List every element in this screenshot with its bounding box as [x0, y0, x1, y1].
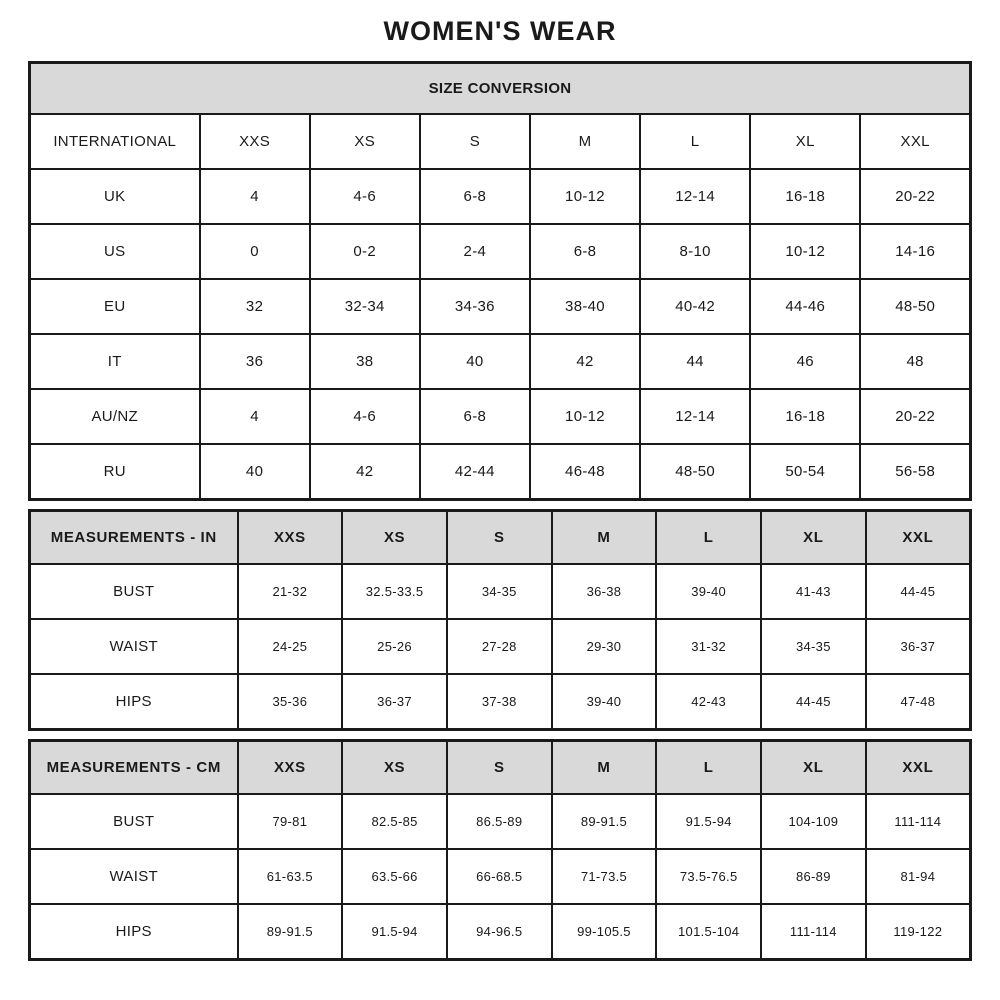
table-cell: 0 — [200, 224, 310, 279]
page-title: WOMEN'S WEAR — [383, 16, 617, 46]
column-header-size: XXS — [238, 511, 343, 565]
row-label: WAIST — [30, 619, 238, 674]
column-header-size: S — [447, 511, 552, 565]
table-cell: 4 — [200, 169, 310, 224]
table-cell: 50-54 — [750, 444, 860, 500]
table-cell: 104-109 — [761, 794, 866, 849]
column-header-size: S — [447, 741, 552, 795]
table-cell: 61-63.5 — [238, 849, 343, 904]
table-cell: 21-32 — [238, 564, 343, 619]
table-cell: 35-36 — [238, 674, 343, 730]
table-row — [30, 794, 971, 849]
table-cell: 38-40 — [530, 279, 640, 334]
table-cell: 91.5-94 — [342, 904, 447, 960]
table-cell: 40-42 — [640, 279, 750, 334]
table-cell: 10-12 — [530, 389, 640, 444]
table-cell: 63.5-66 — [342, 849, 447, 904]
table-row — [30, 334, 971, 389]
table-cell: 79-81 — [238, 794, 343, 849]
table-cell: 25-26 — [342, 619, 447, 674]
table-cell: 16-18 — [750, 169, 860, 224]
table-cell: 12-14 — [640, 389, 750, 444]
table-row — [30, 444, 971, 500]
table-cell: 32.5-33.5 — [342, 564, 447, 619]
table-cell: 101.5-104 — [656, 904, 761, 960]
column-header-size: XXL — [860, 114, 970, 169]
column-header-size: XS — [310, 114, 420, 169]
column-header-size: M — [552, 511, 657, 565]
table-cell: 48-50 — [640, 444, 750, 500]
table-row — [30, 169, 971, 224]
table-cell: 119-122 — [866, 904, 971, 960]
column-header-size: M — [552, 741, 657, 795]
table-cell: 46-48 — [530, 444, 640, 500]
column-header-size: XS — [342, 511, 447, 565]
row-label: AU/NZ — [30, 389, 200, 444]
row-label: IT — [30, 334, 200, 389]
table-cell: 2-4 — [420, 224, 530, 279]
row-label: RU — [30, 444, 200, 500]
table-row — [30, 619, 971, 674]
table-cell: 4-6 — [310, 389, 420, 444]
column-header-size: S — [420, 114, 530, 169]
table-row — [30, 564, 971, 619]
table-cell: 71-73.5 — [552, 849, 657, 904]
table-cell: 12-14 — [640, 169, 750, 224]
table-cell: 111-114 — [761, 904, 866, 960]
table-cell: 44 — [640, 334, 750, 389]
table-cell: 86-89 — [761, 849, 866, 904]
table-cell: 47-48 — [866, 674, 971, 730]
table-row — [30, 904, 971, 960]
table-cell: 86.5-89 — [447, 794, 552, 849]
table-cell: 48 — [860, 334, 970, 389]
table-cell: 32-34 — [310, 279, 420, 334]
table-cell: 44-46 — [750, 279, 860, 334]
row-label: US — [30, 224, 200, 279]
table-cell: 44-45 — [761, 674, 866, 730]
table-cell: 42 — [310, 444, 420, 500]
table-cell: 37-38 — [447, 674, 552, 730]
row-label: BUST — [30, 564, 238, 619]
table-cell: 36 — [200, 334, 310, 389]
table-cell: 31-32 — [656, 619, 761, 674]
table-cell: 42-43 — [656, 674, 761, 730]
column-header-size: XS — [342, 741, 447, 795]
table-cell: 82.5-85 — [342, 794, 447, 849]
column-header-size: L — [656, 741, 761, 795]
table-cell: 89-91.5 — [238, 904, 343, 960]
table-row — [30, 279, 971, 334]
column-header-label: MEASUREMENTS - IN — [30, 511, 238, 565]
table-cell: 10-12 — [750, 224, 860, 279]
table-cell: 36-38 — [552, 564, 657, 619]
table-cell: 111-114 — [866, 794, 971, 849]
row-label: WAIST — [30, 849, 238, 904]
table-cell: 0-2 — [310, 224, 420, 279]
table-cell: 81-94 — [866, 849, 971, 904]
table-header-row — [30, 741, 971, 795]
row-label: HIPS — [30, 674, 238, 730]
column-header-size: L — [640, 114, 750, 169]
column-header-size: XL — [761, 741, 866, 795]
table-cell: 14-16 — [860, 224, 970, 279]
table-cell: 46 — [750, 334, 860, 389]
row-label: UK — [30, 169, 200, 224]
table-cell: 34-35 — [447, 564, 552, 619]
table-cell: 10-12 — [530, 169, 640, 224]
table-cell: 89-91.5 — [552, 794, 657, 849]
table-cell: 36-37 — [342, 674, 447, 730]
measurements-cm-table — [28, 739, 972, 961]
table-cell: 41-43 — [761, 564, 866, 619]
table-cell: 39-40 — [552, 674, 657, 730]
table-banner: SIZE CONVERSION — [30, 63, 971, 115]
table-row — [30, 224, 971, 279]
row-label: HIPS — [30, 904, 238, 960]
table-row — [30, 389, 971, 444]
table-cell: 8-10 — [640, 224, 750, 279]
row-label: BUST — [30, 794, 238, 849]
size-conversion-table — [28, 61, 972, 501]
table-header-row — [30, 114, 971, 169]
table-cell: 34-35 — [761, 619, 866, 674]
table-cell: 91.5-94 — [656, 794, 761, 849]
column-header-size: L — [656, 511, 761, 565]
table-cell: 42 — [530, 334, 640, 389]
column-header-size: XXL — [866, 741, 971, 795]
table-banner-row — [30, 63, 971, 115]
table-cell: 40 — [200, 444, 310, 500]
size-chart-page — [28, 0, 972, 961]
table-cell: 42-44 — [420, 444, 530, 500]
table-cell: 94-96.5 — [447, 904, 552, 960]
column-header-size: M — [530, 114, 640, 169]
table-cell: 27-28 — [447, 619, 552, 674]
table-cell: 56-58 — [860, 444, 970, 500]
table-row — [30, 849, 971, 904]
table-cell: 24-25 — [238, 619, 343, 674]
table-cell: 20-22 — [860, 169, 970, 224]
table-cell: 29-30 — [552, 619, 657, 674]
column-header-size: XL — [761, 511, 866, 565]
row-label: EU — [30, 279, 200, 334]
table-cell: 4-6 — [310, 169, 420, 224]
table-cell: 48-50 — [860, 279, 970, 334]
table-cell: 38 — [310, 334, 420, 389]
table-cell: 6-8 — [420, 389, 530, 444]
column-header-size: XXS — [238, 741, 343, 795]
table-header-row — [30, 511, 971, 565]
column-header-label: INTERNATIONAL — [30, 114, 200, 169]
table-cell: 40 — [420, 334, 530, 389]
table-cell: 6-8 — [530, 224, 640, 279]
table-cell: 4 — [200, 389, 310, 444]
table-cell: 20-22 — [860, 389, 970, 444]
column-header-size: XXL — [866, 511, 971, 565]
table-cell: 36-37 — [866, 619, 971, 674]
column-header-size: XL — [750, 114, 860, 169]
table-cell: 39-40 — [656, 564, 761, 619]
table-cell: 44-45 — [866, 564, 971, 619]
table-cell: 6-8 — [420, 169, 530, 224]
table-cell: 34-36 — [420, 279, 530, 334]
table-cell: 32 — [200, 279, 310, 334]
table-cell: 99-105.5 — [552, 904, 657, 960]
table-row — [30, 674, 971, 730]
table-cell: 66-68.5 — [447, 849, 552, 904]
table-cell: 16-18 — [750, 389, 860, 444]
column-header-size: XXS — [200, 114, 310, 169]
measurements-in-table — [28, 509, 972, 731]
table-cell: 73.5-76.5 — [656, 849, 761, 904]
column-header-label: MEASUREMENTS - CM — [30, 741, 238, 795]
